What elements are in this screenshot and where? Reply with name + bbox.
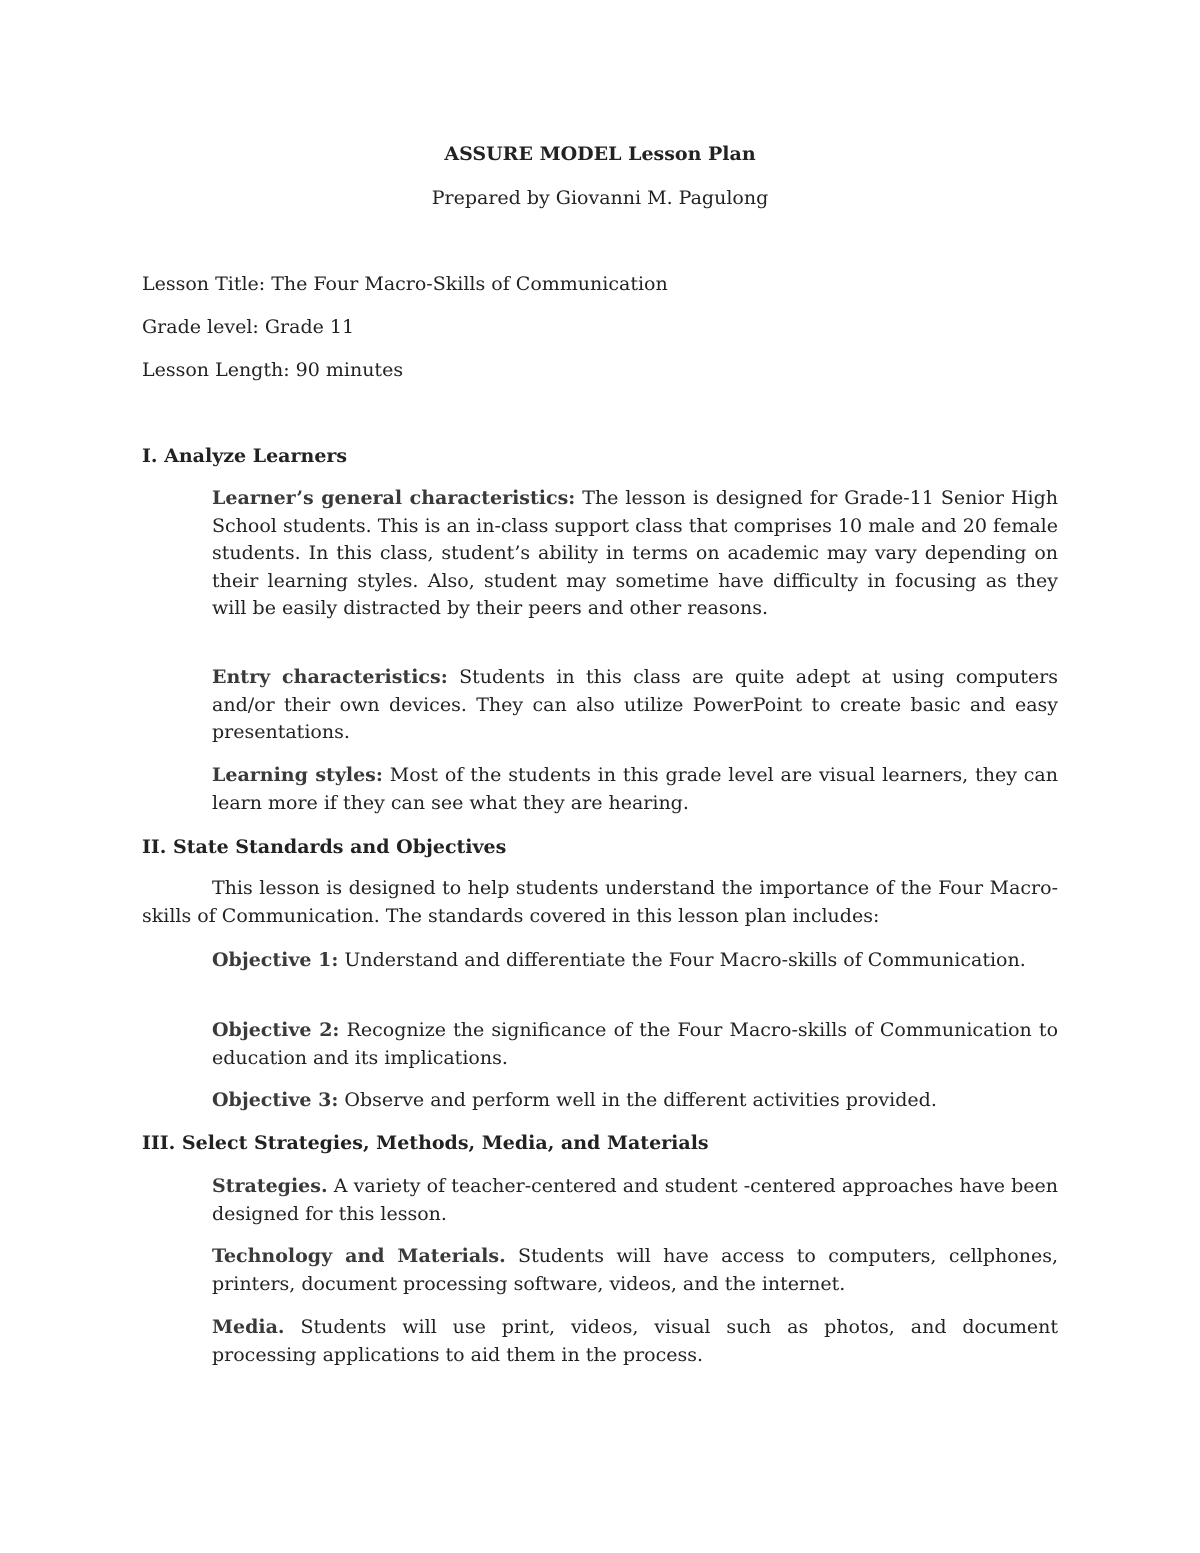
text-strategies: A variety of teacher-centered and student -centered approaches have been designed for this lesson. bbox=[212, 1175, 1058, 1225]
section-heading-strategies-methods: III. Select Strategies, Methods, Media, and Materials bbox=[142, 1132, 709, 1154]
text-media: Students will use print, videos, visual such as photos, and document processing applications to aid them in the process. bbox=[212, 1316, 1058, 1366]
label-media: Media. bbox=[212, 1316, 285, 1338]
label-general-characteristics: Learner’s general characteristics: bbox=[212, 487, 576, 509]
label-objective-1: Objective 1: bbox=[212, 949, 339, 971]
section-heading-standards-objectives: II. State Standards and Objectives bbox=[142, 836, 507, 858]
paragraph-strategies bbox=[212, 1173, 1058, 1228]
paragraph-standards-intro: This lesson is designed to help students understand the importance of the Four Macro-skills of Communication. The standards covered in this lesson plan includes: bbox=[142, 877, 1058, 927]
label-objective-2: Objective 2: bbox=[212, 1019, 340, 1041]
label-objective-3: Objective 3: bbox=[212, 1089, 339, 1111]
label-technology-materials: Technology and Materials. bbox=[212, 1245, 506, 1267]
lesson-length: Lesson Length: 90 minutes bbox=[142, 359, 404, 381]
document-title: ASSURE MODEL Lesson Plan bbox=[444, 143, 756, 165]
paragraph-objective-1 bbox=[212, 947, 1058, 975]
label-strategies: Strategies. bbox=[212, 1175, 328, 1197]
lesson-title: Lesson Title: The Four Macro-Skills of Communication bbox=[142, 273, 668, 295]
paragraph-learning-styles bbox=[212, 762, 1058, 817]
paragraph-objective-2 bbox=[212, 1017, 1058, 1072]
label-entry-characteristics: Entry characteristics: bbox=[212, 666, 448, 688]
grade-level: Grade level: Grade 11 bbox=[142, 316, 355, 338]
text-general-characteristics: The lesson is designed for Grade-11 Senior High School students. This is an in-class support class that comprises 10 male and 20 female students. In this class, student’s ability in terms on academic may vary depending on their learning styles. Also, student may sometime have difficulty in focusing as they will be easily distracted by their peers and other reasons. bbox=[212, 487, 1058, 619]
paragraph-media bbox=[212, 1314, 1058, 1369]
text-objective-2: Recognize the significance of the Four Macro-skills of Communication to education and its implications. bbox=[212, 1019, 1059, 1069]
text-objective-3: Observe and perform well in the different activities provided. bbox=[338, 1089, 937, 1111]
text-technology-materials: Students will have access to computers, cellphones, printers, document processing software, videos, and the internet. bbox=[212, 1245, 1058, 1295]
prepared-by: Prepared by Giovanni M. Pagulong bbox=[431, 187, 769, 209]
paragraph-general-characteristics bbox=[212, 485, 1058, 623]
paragraph-technology-materials bbox=[212, 1243, 1058, 1298]
paragraph-entry-characteristics bbox=[212, 664, 1058, 747]
text-entry-characteristics: Students in this class are quite adept at using computers and/or their own devices. They can also utilize PowerPoint to create basic and easy presentations. bbox=[212, 666, 1058, 743]
text-objective-1: Understand and differentiate the Four Macro-skills of Communication. bbox=[338, 949, 1026, 971]
paragraph-objective-3 bbox=[212, 1087, 1058, 1115]
section-heading-analyze-learners: I. Analyze Learners bbox=[142, 445, 348, 467]
label-learning-styles: Learning styles: bbox=[212, 764, 383, 786]
text-learning-styles: Most of the students in this grade level are visual learners, they can learn more if they can see what they are hearing. bbox=[212, 764, 1058, 814]
